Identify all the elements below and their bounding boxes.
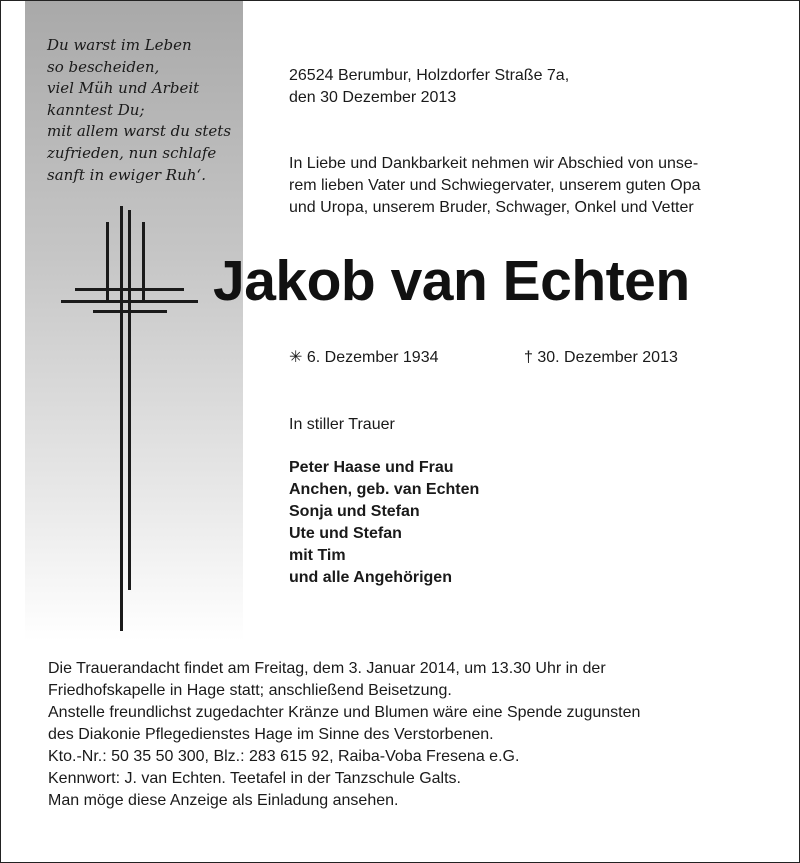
- poem-line: kanntest Du;: [47, 100, 145, 119]
- footer-line: des Diakonie Pflegedienstes Hage im Sinne des Verstorbenen.: [48, 726, 494, 743]
- intro-line: In Liebe und Dankbarkeit nehmen wir Abschied von unse-: [289, 155, 699, 172]
- cross-icon: [57, 206, 203, 636]
- death-date: † 30. Dezember 2013: [524, 349, 678, 366]
- birth-date: ✳ 6. Dezember 1934: [289, 349, 439, 366]
- poem-line: sanft in ewiger Ruh‘.: [47, 165, 206, 184]
- family-member: Ute und Stefan: [289, 525, 402, 542]
- family-list: [289, 457, 479, 589]
- footer-line: Anstelle freundlichst zugedachter Kränze und Blumen wäre eine Spende zugunsten: [48, 704, 641, 721]
- poem-line: so bescheiden,: [47, 57, 160, 76]
- footer-line: Kennwort: J. van Echten. Teetafel in der Tanzschule Galts.: [48, 770, 461, 787]
- intro-line: und Uropa, unserem Bruder, Schwager, Onkel und Vetter: [289, 199, 694, 216]
- intro-text: [289, 153, 701, 219]
- poem: [47, 35, 237, 186]
- poem-line: Du warst im Leben: [47, 36, 192, 54]
- family-member: Anchen, geb. van Echten: [289, 481, 480, 498]
- footer-line: Die Trauerandacht findet am Freitag, dem 3. Januar 2014, um 13.30 Uhr in der: [48, 660, 606, 677]
- address: 26524 Berumbur, Holzdorfer Straße 7a,: [289, 67, 570, 84]
- funeral-info: [48, 658, 640, 812]
- mourning-label: In stiller Trauer: [289, 416, 395, 433]
- deceased-name: Jakob van Echten: [213, 249, 690, 313]
- family-member: mit Tim: [289, 547, 346, 564]
- poem-line: viel Müh und Arbeit: [47, 79, 200, 98]
- intro-line: rem lieben Vater und Schwiegervater, unserem guten Opa: [289, 177, 701, 194]
- poem-line: mit allem warst du stets: [47, 122, 232, 141]
- poem-line: zufrieden, nun schlafe: [47, 143, 217, 162]
- address-block: [289, 65, 569, 109]
- family-member: Sonja und Stefan: [289, 503, 420, 520]
- date-line: den 30 Dezember 2013: [289, 89, 457, 106]
- family-member: und alle Angehörigen: [289, 569, 452, 586]
- footer-line: Kto.-Nr.: 50 35 50 300, Blz.: 283 615 92, Raiba-Voba Fresena e.G.: [48, 748, 520, 765]
- footer-line: Friedhofskapelle in Hage statt; anschließend Beisetzung.: [48, 682, 452, 699]
- family-member: Peter Haase und Frau: [289, 459, 454, 476]
- footer-line: Man möge diese Anzeige als Einladung ansehen.: [48, 792, 399, 809]
